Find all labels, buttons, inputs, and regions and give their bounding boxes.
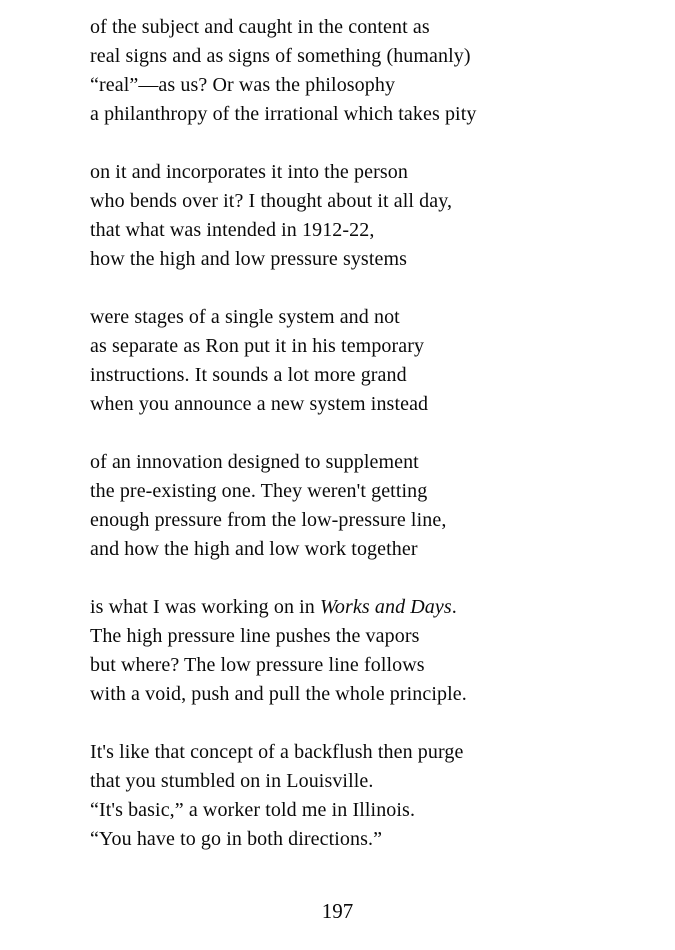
- poem-line: of an innovation designed to supplement: [90, 451, 419, 473]
- poem-line: “You have to go in both directions.”: [90, 828, 383, 850]
- poem-line: It's like that concept of a backflush then purge: [90, 741, 464, 763]
- poem-line: a philanthropy of the irrational which takes pity: [90, 103, 477, 125]
- poem-line: real signs and as signs of something (humanly): [90, 45, 471, 67]
- page-number: 197: [321, 899, 354, 923]
- poem-line: as separate as Ron put it in his temporary: [90, 335, 425, 357]
- poem-line: and how the high and low work together: [90, 538, 418, 560]
- poem-line: on it and incorporates it into the person: [90, 161, 408, 183]
- poem-line: that you stumbled on in Louisville.: [90, 770, 374, 792]
- poem-stanza: [90, 448, 645, 564]
- poem-text-block: [90, 13, 645, 883]
- poem-line: how the high and low pressure systems: [90, 248, 407, 270]
- poem-line: that what was intended in 1912-22,: [90, 219, 375, 241]
- poem-line: but where? The low pressure line follows: [90, 654, 425, 676]
- poem-line-segment: .: [451, 596, 457, 618]
- book-title-italic: Works and Days: [320, 596, 452, 618]
- poem-line: “It's basic,” a worker told me in Illinois.: [90, 799, 416, 821]
- poem-line: “real”—as us? Or was the philosophy: [90, 74, 396, 96]
- poem-line: the pre-existing one. They weren't getting: [90, 480, 428, 502]
- poem-stanza: [90, 303, 645, 419]
- poem-line: of the subject and caught in the content as: [90, 16, 430, 38]
- poem-line: when you announce a new system instead: [90, 393, 429, 415]
- poem-line: enough pressure from the low-pressure line,: [90, 509, 447, 531]
- poem-stanza: [90, 158, 645, 274]
- poem-stanza: [90, 593, 645, 709]
- poem-line: with a void, push and pull the whole principle.: [90, 683, 467, 705]
- poem-stanza: [90, 13, 645, 129]
- poem-line: instructions. It sounds a lot more grand: [90, 364, 407, 386]
- poem-line: The high pressure line pushes the vapors: [90, 625, 420, 647]
- poem-line: who bends over it? I thought about it all day,: [90, 190, 453, 212]
- poem-stanza: [90, 738, 645, 854]
- poem-line: [90, 593, 645, 622]
- poem-line: were stages of a single system and not: [90, 306, 400, 328]
- poem-line-segment: is what I was working on in: [90, 596, 320, 618]
